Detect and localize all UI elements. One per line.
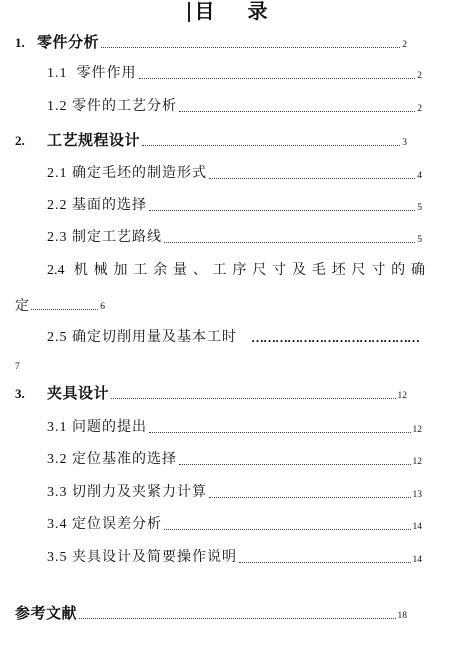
item-label: 3.5 夹具设计及简要操作说明 <box>47 550 237 565</box>
page-number: 3 <box>402 138 407 148</box>
chapter-number: 2. <box>15 133 25 148</box>
page-number: 5 <box>417 235 422 245</box>
dot-leader <box>209 177 415 179</box>
dot-leader <box>111 397 395 399</box>
item-label: 1.1 零件作用 <box>47 66 137 81</box>
dot-leader <box>164 528 411 530</box>
toc-item-2-1 <box>47 164 422 184</box>
item-label: 2.5 确定切削用量及基本工时 <box>47 330 237 345</box>
dot-leader <box>179 110 415 112</box>
toc-item-2-4-line1: 2.4 机械加工余量、工序尺寸及毛坯尺寸的确 <box>47 263 425 278</box>
page-number: 14 <box>412 555 422 565</box>
dot-leader <box>149 431 411 433</box>
item-label: 2.1 确定毛坯的制造形式 <box>47 166 207 181</box>
dot-leader <box>164 241 415 243</box>
toc-item-2-2 <box>47 196 422 216</box>
toc-item-2-5 <box>47 328 422 348</box>
page-number: 4 <box>417 171 422 181</box>
item-label: 3.1 问题的提出 <box>47 420 147 435</box>
toc-chapter-3 <box>15 384 407 404</box>
chapter-title: 工艺规程设计 <box>47 133 141 149</box>
toc-item-1-2 <box>47 97 422 117</box>
dot-leader <box>31 308 98 310</box>
dot-leader <box>179 463 411 465</box>
ellipsis-leader: …………………………………… <box>251 330 419 345</box>
page-number: 18 <box>397 611 407 621</box>
toc-references <box>15 604 407 624</box>
item-label: 3.4 定位误差分析 <box>47 517 162 532</box>
toc-item-3-5 <box>47 548 422 568</box>
item-label: 3.2 定位基准的选择 <box>47 452 177 467</box>
page-number: 5 <box>417 203 422 213</box>
dot-leader <box>149 209 415 211</box>
item-label: 3.3 切削力及夹紧力计算 <box>47 485 207 500</box>
chapter-number: 3. <box>15 386 25 401</box>
item-label: 1.2 零件的工艺分析 <box>47 99 177 114</box>
toc-title: 目 录 <box>194 1 282 23</box>
page-number: 2 <box>417 104 422 114</box>
dot-leader <box>139 77 416 79</box>
toc-chapter-2 <box>15 131 407 151</box>
chapter-number: 1. <box>15 35 25 50</box>
chapter-title: 夹具设计 <box>47 386 110 402</box>
item-label: 2.3 制定工艺路线 <box>47 230 162 245</box>
toc-chapter-1 <box>15 33 407 53</box>
page-number: 13 <box>412 490 422 500</box>
toc-item-3-2 <box>47 450 422 470</box>
page-number: 7 <box>15 362 20 372</box>
page-number: 2 <box>417 71 422 81</box>
page-number: 12 <box>397 391 407 401</box>
dot-leader <box>239 561 411 563</box>
page-number: 6 <box>100 302 105 312</box>
dot-leader <box>101 46 400 48</box>
item-label: 2.2 基面的选择 <box>47 198 147 213</box>
dot-leader <box>142 144 400 146</box>
dot-leader <box>79 617 395 619</box>
dot-leader <box>209 496 411 498</box>
toc-item-3-3 <box>47 483 422 503</box>
item-label-continued: 定 <box>15 299 29 314</box>
toc-item-2-3 <box>47 228 422 248</box>
page-number: 2 <box>402 40 407 50</box>
page-number: 14 <box>412 522 422 532</box>
page-number: 12 <box>412 425 422 435</box>
chapter-title: 零件分析 <box>37 35 100 51</box>
toc-item-1-1 <box>47 64 422 84</box>
toc-item-3-1 <box>47 418 422 438</box>
references-title: 参考文献 <box>15 606 78 622</box>
toc-item-3-4 <box>47 515 422 535</box>
page-number: 12 <box>412 457 422 467</box>
toc-item-2-4-line2 <box>15 295 105 315</box>
